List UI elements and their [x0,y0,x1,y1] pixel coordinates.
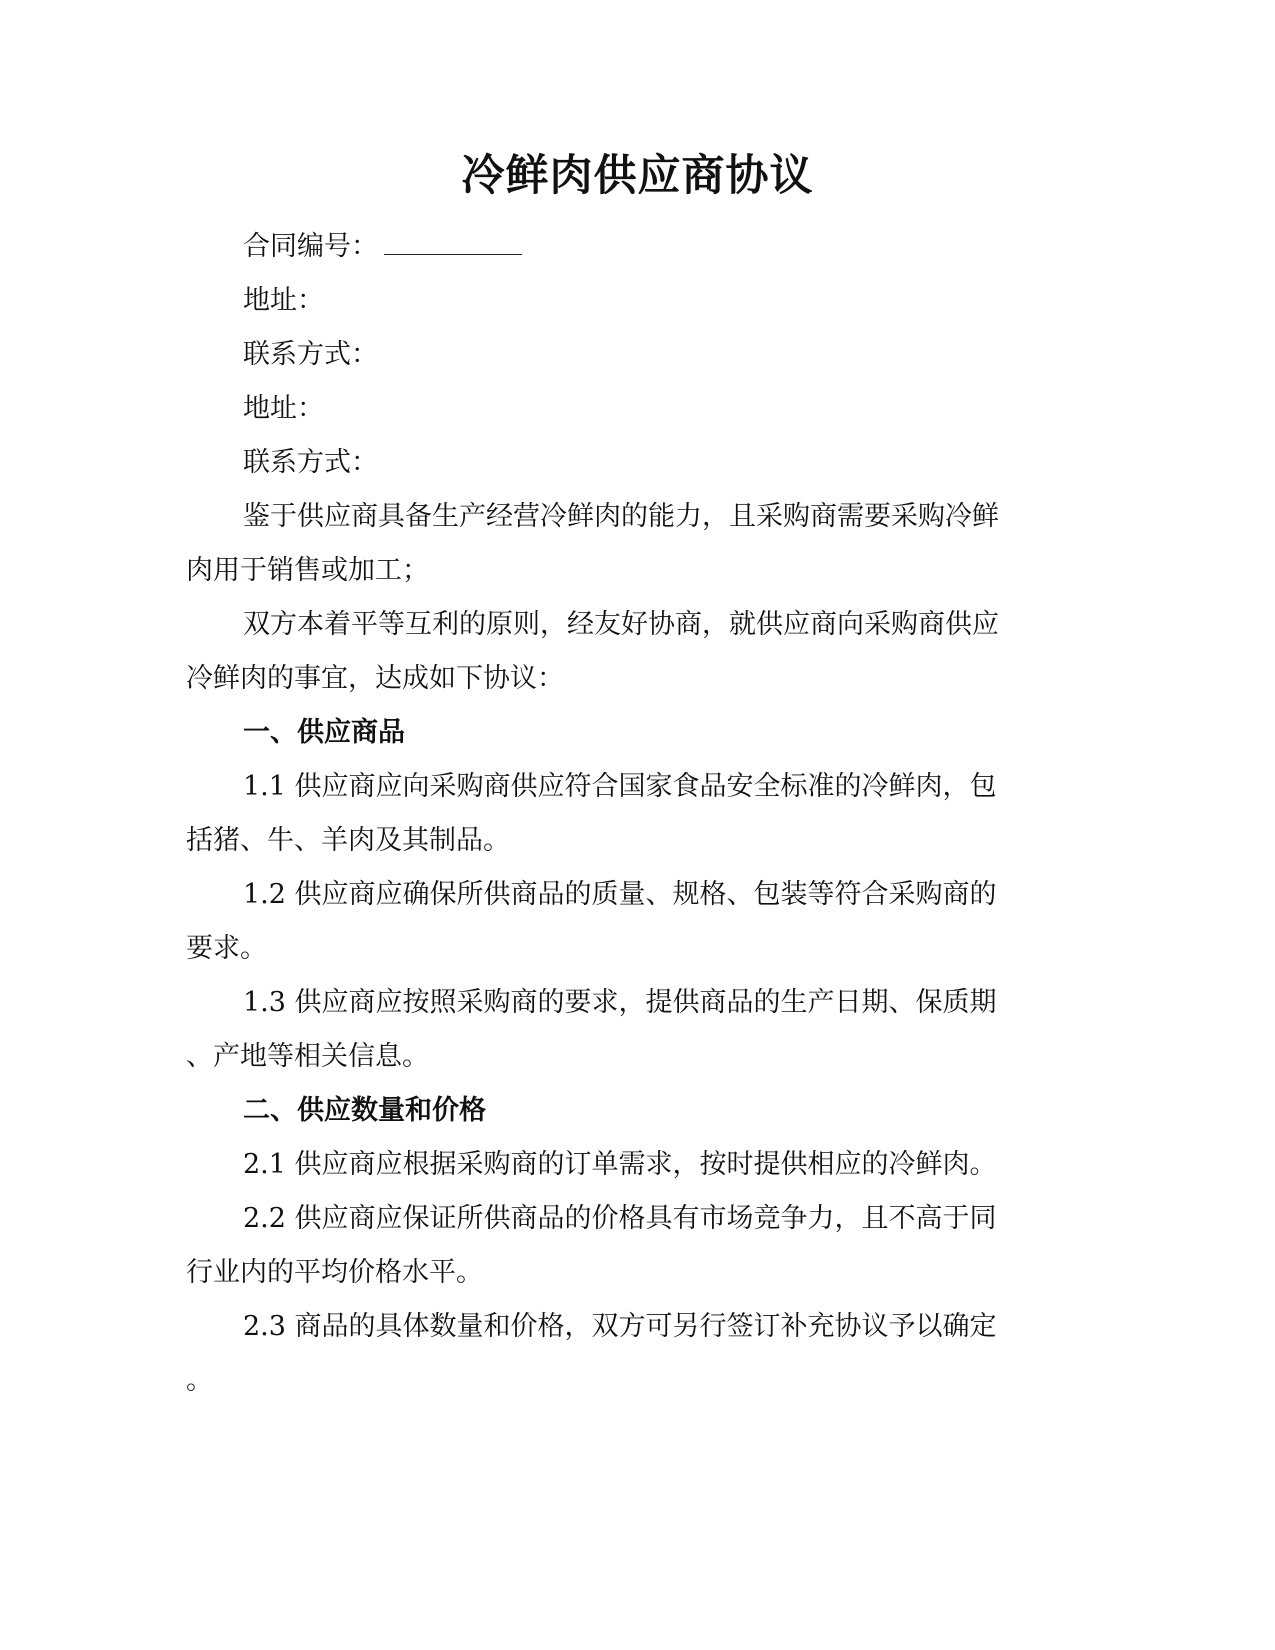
clause-2-3-line-2: 。 [186,1365,213,1396]
preamble-paragraph-1-line-1: 鉴于供应商具备生产经营冷鲜肉的能力，且采购商需要采购冷鲜 [243,501,999,532]
clause-2-2-line-2: 行业内的平均价格水平。 [186,1257,483,1288]
clause-1-3-line-1: 1.3 供应商应按照采购商的要求，提供商品的生产日期、保质期 [243,987,997,1018]
preamble-paragraph-2-line-2: 冷鲜肉的事宜，达成如下协议： [186,663,564,694]
clause-1-2-line-1: 1.2 供应商应确保所供商品的质量、规格、包装等符合采购商的 [243,879,997,910]
document-title: 冷鲜肉供应商协议 [461,151,814,201]
preamble-paragraph-1-line-2: 肉用于销售或加工； [186,555,429,586]
contract-number-field [243,228,1066,266]
contact-label-1: 联系方式： [243,339,378,370]
address-label-1: 地址： [243,285,324,316]
clause-2-3-line-1: 2.3 商品的具体数量和价格，双方可另行签订补充协议予以确定 [243,1311,997,1342]
clause-2-1-line-1: 2.1 供应商应根据采购商的订单需求，按时提供相应的冷鲜肉。 [243,1149,997,1180]
clause-1-1-line-2: 括猪、牛、羊肉及其制品。 [186,825,510,856]
address-label-2: 地址： [243,393,324,424]
clause-1-2-line-2: 要求。 [186,933,267,964]
clause-1-1-line-1: 1.1 供应商应向采购商供应符合国家食品安全标准的冷鲜肉，包 [243,771,997,802]
contract-number-blank [384,230,522,255]
clause-1-3-line-2: 、产地等相关信息。 [186,1041,429,1072]
contract-number-label: 合同编号： [243,231,378,262]
contact-label-2: 联系方式： [243,447,378,478]
preamble-paragraph-2-line-1: 双方本着平等互利的原则，经友好协商，就供应商向采购商供应 [243,609,999,640]
section-1-heading: 一、供应商品 [243,717,405,748]
clause-2-2-line-1: 2.2 供应商应保证所供商品的价格具有市场竞争力，且不高于同 [243,1203,997,1234]
section-2-heading: 二、供应数量和价格 [243,1095,486,1126]
